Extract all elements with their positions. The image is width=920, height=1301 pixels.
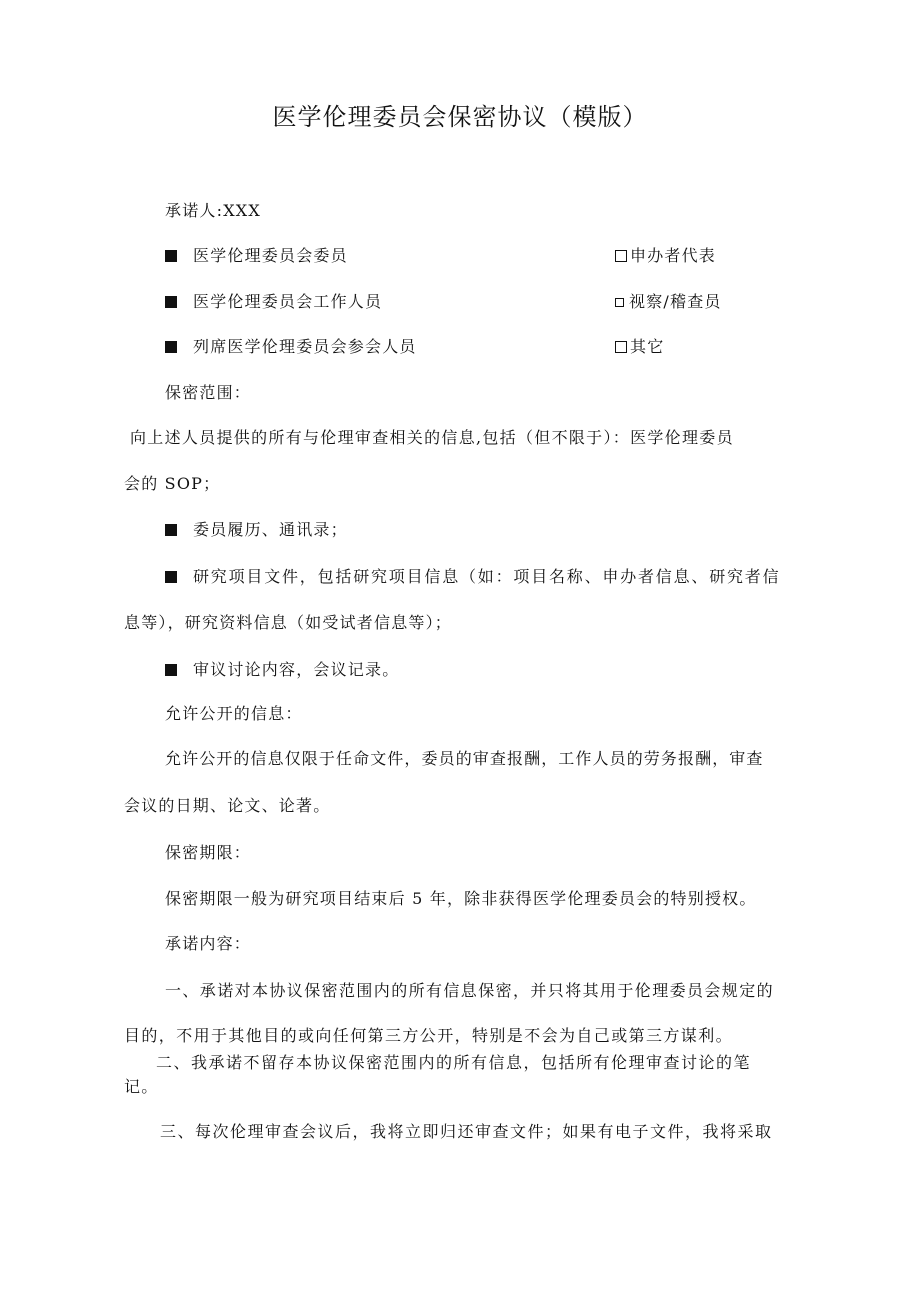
scope-item-3 (165, 658, 399, 682)
commitment-2-line2: 记。 (124, 1077, 159, 1096)
public-info-heading: 允许公开的信息： (165, 704, 303, 723)
scope-item-2 (165, 565, 780, 589)
document-title: 医学伦理委员会保密协议（模版） (272, 103, 648, 131)
role-label: 申办者代表 (630, 246, 717, 265)
public-info-line1: 允许公开的信息仅限于任命文件，委员的审查报酬，工作人员的劳务报酬，审查 (165, 749, 764, 768)
scope-intro-line2: 会的 SOP； (124, 474, 221, 493)
promisor-line: 承诺人:XXX (165, 201, 261, 220)
role-sponsor-rep (615, 244, 716, 268)
role-label: 医学伦理委员会工作人员 (193, 292, 383, 311)
scope-item-2-cont: 息等），研究资料信息（如受试者信息等）； (124, 613, 453, 632)
role-label: 医学伦理委员会委员 (193, 246, 348, 265)
period-text: 保密期限一般为研究项目结束后 5 年，除非获得医学伦理委员会的特别授权。 (165, 889, 757, 908)
scope-item-text: 委员履历、通讯录； (193, 520, 348, 539)
checked-square-icon (165, 296, 177, 308)
scope-heading: 保密范围： (165, 383, 252, 402)
role-committee-member (165, 244, 348, 268)
empty-checkbox-icon (615, 250, 627, 262)
checked-square-icon (165, 341, 177, 353)
role-other (615, 335, 664, 359)
commitment-1-line1: 一、承诺对本协议保密范围内的所有信息保密，并只将其用于伦理委员会规定的 (165, 981, 775, 1000)
empty-checkbox-icon (615, 341, 627, 353)
role-committee-staff (165, 290, 382, 314)
role-inspector (615, 290, 722, 314)
role-attendee (165, 335, 417, 359)
commitment-2-line1: 二、我承诺不留存本协议保密范围内的所有信息，包括所有伦理审查讨论的笔 (156, 1053, 752, 1072)
checked-square-icon (165, 664, 177, 676)
role-label: 视察/稽查员 (629, 292, 722, 311)
public-info-line2: 会议的日期、论文、论著。 (124, 796, 331, 815)
commitment-3-line1: 三、每次伦理审查会议后，我将立即归还审查文件；如果有电子文件，我将采取 (160, 1122, 773, 1141)
checked-square-icon (165, 571, 177, 583)
empty-checkbox-icon (615, 298, 624, 307)
role-label: 列席医学伦理委员会参会人员 (193, 337, 417, 356)
commitment-1-line2: 目的，不用于其他目的或向任何第三方公开，特别是不会为自己或第三方谋利。 (124, 1026, 734, 1045)
scope-item-1 (165, 518, 348, 542)
scope-item-text: 研究项目文件，包括研究项目信息（如：项目名称、申办者信息、研究者信 (193, 567, 781, 586)
role-label: 其它 (630, 337, 665, 356)
checked-square-icon (165, 524, 177, 536)
checked-square-icon (165, 250, 177, 262)
commitment-heading: 承诺内容： (165, 934, 252, 953)
scope-item-text: 审议讨论内容，会议记录。 (193, 660, 400, 679)
period-heading: 保密期限： (165, 843, 252, 862)
scope-intro-line1: 向上述人员提供的所有与伦理审查相关的信息,包括（但不限于）：医学伦理委员 (130, 428, 734, 447)
